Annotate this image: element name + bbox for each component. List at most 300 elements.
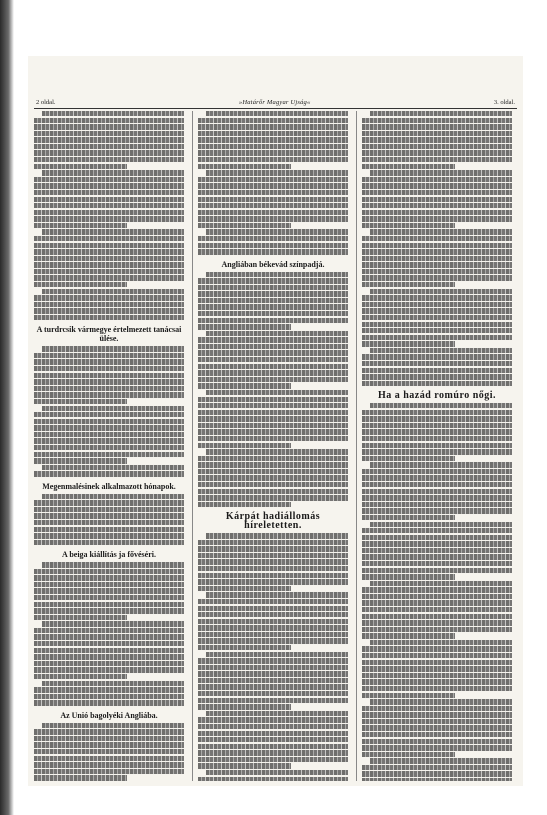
text-line (34, 144, 184, 149)
text-line (34, 256, 184, 261)
column-1 (34, 111, 184, 781)
text-line (362, 150, 512, 155)
text-line (34, 315, 184, 320)
text-line (34, 674, 127, 679)
text-line (42, 562, 184, 567)
text-line (362, 449, 512, 454)
text-line (34, 216, 184, 221)
text-line (198, 475, 348, 480)
text-line (362, 322, 512, 327)
text-line (206, 170, 348, 175)
text-line (362, 673, 512, 678)
text-line (370, 403, 512, 408)
text-line (198, 118, 348, 123)
text-line (362, 679, 512, 684)
headline: A beiga kiállítás ja fővéséri. (62, 550, 156, 560)
text-line (34, 282, 127, 287)
article-body (34, 346, 184, 476)
text-line (206, 229, 348, 234)
text-line (362, 157, 512, 162)
text-line (34, 742, 184, 747)
text-line (34, 425, 184, 430)
text-line (198, 131, 348, 136)
text-line (198, 216, 348, 221)
text-line (42, 723, 184, 728)
text-line (362, 712, 512, 717)
text-line (370, 462, 512, 467)
text-line (34, 412, 184, 417)
text-line (198, 249, 348, 254)
text-line (34, 575, 184, 580)
text-line (198, 546, 348, 551)
text-line (34, 379, 184, 384)
text-line (198, 731, 348, 736)
text-line (362, 118, 512, 123)
text-line (198, 203, 348, 208)
text-line (198, 223, 291, 228)
article-body (198, 272, 348, 508)
text-line (198, 357, 348, 362)
text-line (198, 403, 348, 408)
text-line (34, 736, 184, 741)
column-2 (198, 111, 348, 781)
text-line (198, 698, 348, 703)
text-line (362, 275, 512, 280)
text-line (198, 190, 348, 195)
text-line (362, 410, 512, 415)
text-line (198, 599, 348, 604)
text-line (198, 495, 348, 500)
text-line (34, 661, 184, 666)
text-line (34, 641, 184, 646)
text-line (362, 368, 512, 373)
text-line (34, 582, 184, 587)
text-line (34, 353, 184, 358)
text-line (362, 660, 512, 665)
text-line (362, 653, 512, 658)
text-line (362, 341, 455, 346)
text-line (42, 111, 184, 116)
text-line (362, 574, 455, 579)
text-line (42, 406, 184, 411)
text-line (198, 638, 348, 643)
text-line (34, 648, 184, 653)
text-line (362, 456, 455, 461)
text-line (198, 744, 348, 749)
article-body (362, 403, 512, 781)
text-line (198, 429, 348, 434)
text-line (34, 203, 184, 208)
text-line (34, 392, 184, 397)
text-line (34, 269, 184, 274)
text-line (370, 522, 512, 527)
header-rule (34, 108, 517, 109)
text-line (362, 256, 512, 261)
text-line (206, 390, 348, 395)
text-line (198, 691, 348, 696)
text-line (198, 763, 291, 768)
text-line (362, 561, 512, 566)
text-line (34, 667, 184, 672)
text-line (42, 494, 184, 499)
text-line (34, 602, 184, 607)
text-line (362, 124, 512, 129)
text-line (34, 540, 184, 545)
text-line (362, 137, 512, 142)
text-line (42, 621, 184, 626)
text-line (362, 335, 512, 340)
text-line (34, 157, 184, 162)
text-line (34, 137, 184, 142)
text-line (198, 285, 348, 290)
text-line (370, 289, 512, 294)
text-line (198, 625, 348, 630)
page-number-right: 3. oldal. (493, 98, 515, 106)
text-line (198, 632, 348, 637)
text-line (198, 137, 348, 142)
article-body (362, 111, 512, 386)
text-line (198, 298, 348, 303)
text-line (34, 608, 184, 613)
text-line (370, 348, 512, 353)
text-line (362, 374, 512, 379)
text-line (362, 315, 512, 320)
text-line (362, 482, 512, 487)
text-line (362, 269, 512, 274)
text-line (198, 750, 348, 755)
text-line (362, 745, 512, 750)
text-line (362, 381, 512, 386)
text-line (198, 350, 348, 355)
text-line (198, 243, 348, 248)
text-line (34, 308, 184, 313)
article-body (34, 111, 184, 320)
text-line (370, 699, 512, 704)
text-line (362, 554, 512, 559)
text-line (198, 502, 291, 507)
text-line (198, 724, 348, 729)
text-line (34, 124, 184, 129)
text-line (198, 423, 348, 428)
text-line (362, 243, 512, 248)
text-line (198, 278, 348, 283)
text-line (206, 449, 348, 454)
headline: Ha a hazád romúro nőgi. (377, 390, 497, 402)
text-line (362, 203, 512, 208)
text-line (362, 528, 512, 533)
text-line (362, 686, 512, 691)
text-line (198, 678, 348, 683)
text-line (198, 436, 348, 441)
text-line (362, 725, 512, 730)
text-line (42, 346, 184, 351)
text-line (34, 295, 184, 300)
text-line (34, 500, 184, 505)
text-line (34, 236, 184, 241)
text-line (362, 436, 512, 441)
text-line (34, 520, 184, 525)
text-line (362, 548, 512, 553)
text-line (198, 124, 348, 129)
column-divider (192, 111, 193, 781)
text-line (198, 456, 348, 461)
text-line (206, 711, 348, 716)
text-line (34, 769, 184, 774)
text-line (34, 197, 184, 202)
text-line (34, 527, 184, 532)
text-line (362, 361, 512, 366)
text-line (34, 386, 184, 391)
text-line (34, 243, 184, 248)
text-line (34, 569, 184, 574)
text-line (198, 364, 348, 369)
text-line (362, 249, 512, 254)
text-line (198, 573, 348, 578)
text-line (34, 471, 184, 476)
text-line (362, 495, 512, 500)
text-line (362, 308, 512, 313)
text-line (198, 197, 348, 202)
text-line (34, 432, 184, 437)
text-line (362, 587, 512, 592)
text-line (362, 210, 512, 215)
text-line (34, 210, 184, 215)
text-line (362, 197, 512, 202)
text-line (34, 775, 127, 780)
text-line (34, 150, 184, 155)
text-line (34, 183, 184, 188)
text-line (362, 475, 512, 480)
text-line (362, 515, 455, 520)
text-line (198, 553, 348, 558)
text-line (34, 445, 184, 450)
text-line (34, 615, 127, 620)
text-line (198, 164, 291, 169)
text-line (362, 443, 512, 448)
text-line (362, 706, 512, 711)
article-body (34, 494, 184, 545)
text-line (362, 429, 512, 434)
text-line (198, 377, 348, 382)
text-line (198, 144, 348, 149)
text-line (34, 359, 184, 364)
text-line (362, 164, 455, 169)
text-line (34, 131, 184, 136)
text-line (198, 619, 348, 624)
text-line (198, 410, 348, 415)
text-line (206, 272, 348, 277)
text-line (362, 183, 512, 188)
text-line (34, 595, 184, 600)
text-line (362, 646, 512, 651)
text-line (198, 311, 348, 316)
text-line (198, 469, 348, 474)
text-line (206, 331, 348, 336)
text-line (362, 594, 512, 599)
text-line (198, 177, 348, 182)
text-line (362, 282, 455, 287)
text-line (362, 666, 512, 671)
text-line (362, 693, 455, 698)
text-line (34, 452, 184, 457)
text-line (362, 600, 512, 605)
text-line (34, 177, 184, 182)
text-line (34, 762, 184, 767)
column-3 (362, 111, 512, 781)
text-line (362, 223, 455, 228)
text-line (362, 633, 455, 638)
headline: Megenmalésinek alkalmazott hónapok. (42, 481, 176, 491)
text-line (34, 399, 127, 404)
text-line (362, 535, 512, 540)
text-line (198, 757, 348, 762)
page-header (36, 97, 515, 107)
newspaper-page (28, 56, 523, 786)
text-line (42, 229, 184, 234)
text-line (362, 354, 512, 359)
text-line (206, 770, 348, 775)
article-body (198, 533, 348, 781)
article-body (34, 562, 184, 706)
text-line (198, 157, 348, 162)
text-line (206, 652, 348, 657)
text-line (362, 328, 512, 333)
text-line (34, 756, 184, 761)
text-line (362, 508, 512, 513)
text-line (34, 749, 184, 754)
text-line (362, 568, 512, 573)
text-line (370, 640, 512, 645)
text-line (198, 658, 348, 663)
text-line (198, 183, 348, 188)
text-line (34, 302, 184, 307)
headline: Az Unió bagolyéki Angliába. (60, 710, 158, 720)
text-line (34, 513, 184, 518)
text-line (362, 469, 512, 474)
text-line (34, 249, 184, 254)
text-line (198, 344, 348, 349)
text-line (362, 262, 512, 267)
text-line (198, 566, 348, 571)
text-line (362, 416, 512, 421)
text-line (198, 586, 291, 591)
text-line (34, 588, 184, 593)
text-line (34, 687, 184, 692)
text-line (198, 559, 348, 564)
text-line (370, 581, 512, 586)
text-line (34, 507, 184, 512)
text-line (362, 177, 512, 182)
text-line (206, 592, 348, 597)
text-line (198, 291, 348, 296)
text-line (198, 304, 348, 309)
headline: Angliában békevád színpadjá. (221, 259, 325, 269)
text-line (206, 533, 348, 538)
text-line (362, 423, 512, 428)
text-line (362, 771, 512, 776)
text-line (42, 465, 184, 470)
text-line (34, 654, 184, 659)
text-line (198, 737, 348, 742)
article-body (198, 111, 348, 255)
text-line (206, 111, 348, 116)
text-line (362, 765, 512, 770)
text-line (42, 170, 184, 175)
text-line (362, 502, 512, 507)
text-line (198, 337, 348, 342)
text-line (34, 190, 184, 195)
text-line (362, 620, 512, 625)
text-line (370, 170, 512, 175)
text-line (198, 777, 348, 781)
text-line (34, 164, 127, 169)
text-line (362, 719, 512, 724)
text-line (42, 681, 184, 686)
text-line (198, 665, 348, 670)
text-line (370, 111, 512, 116)
text-line (198, 612, 348, 617)
text-line (34, 438, 184, 443)
text-line (198, 540, 348, 545)
text-line (198, 370, 348, 375)
text-line (34, 275, 184, 280)
text-line (34, 729, 184, 734)
text-line (42, 289, 184, 294)
text-line (34, 262, 184, 267)
text-line (198, 489, 348, 494)
text-line (370, 758, 512, 763)
text-line (198, 210, 348, 215)
text-line (362, 302, 512, 307)
text-line (34, 628, 184, 633)
text-line (370, 229, 512, 234)
text-line (198, 579, 348, 584)
text-line (362, 216, 512, 221)
text-line (198, 318, 348, 323)
text-line (198, 150, 348, 155)
text-line (198, 397, 348, 402)
text-line (198, 443, 291, 448)
column-divider (356, 111, 357, 781)
text-line (362, 607, 512, 612)
text-line (34, 223, 127, 228)
text-line (362, 144, 512, 149)
text-line (362, 190, 512, 195)
text-line (362, 732, 512, 737)
text-line (362, 295, 512, 300)
text-line (362, 752, 455, 757)
article-body (34, 723, 184, 781)
text-line (198, 671, 348, 676)
text-line (198, 482, 348, 487)
headline: A turdrcsik vármegye értelmezett tanácsai ülése. (36, 325, 182, 344)
text-line (198, 383, 291, 388)
page-number-left: 2 oldal. (36, 98, 56, 106)
text-line (34, 533, 184, 538)
masthead: »Határőr Magyar Ujság« (238, 98, 311, 106)
text-line (198, 416, 348, 421)
text-line (34, 419, 184, 424)
text-line (34, 634, 184, 639)
text-line (362, 778, 512, 781)
text-line (362, 236, 512, 241)
text-line (362, 131, 512, 136)
text-line (198, 717, 348, 722)
text-line (34, 373, 184, 378)
text-line (34, 458, 127, 463)
text-line (362, 541, 512, 546)
text-line (34, 700, 184, 705)
